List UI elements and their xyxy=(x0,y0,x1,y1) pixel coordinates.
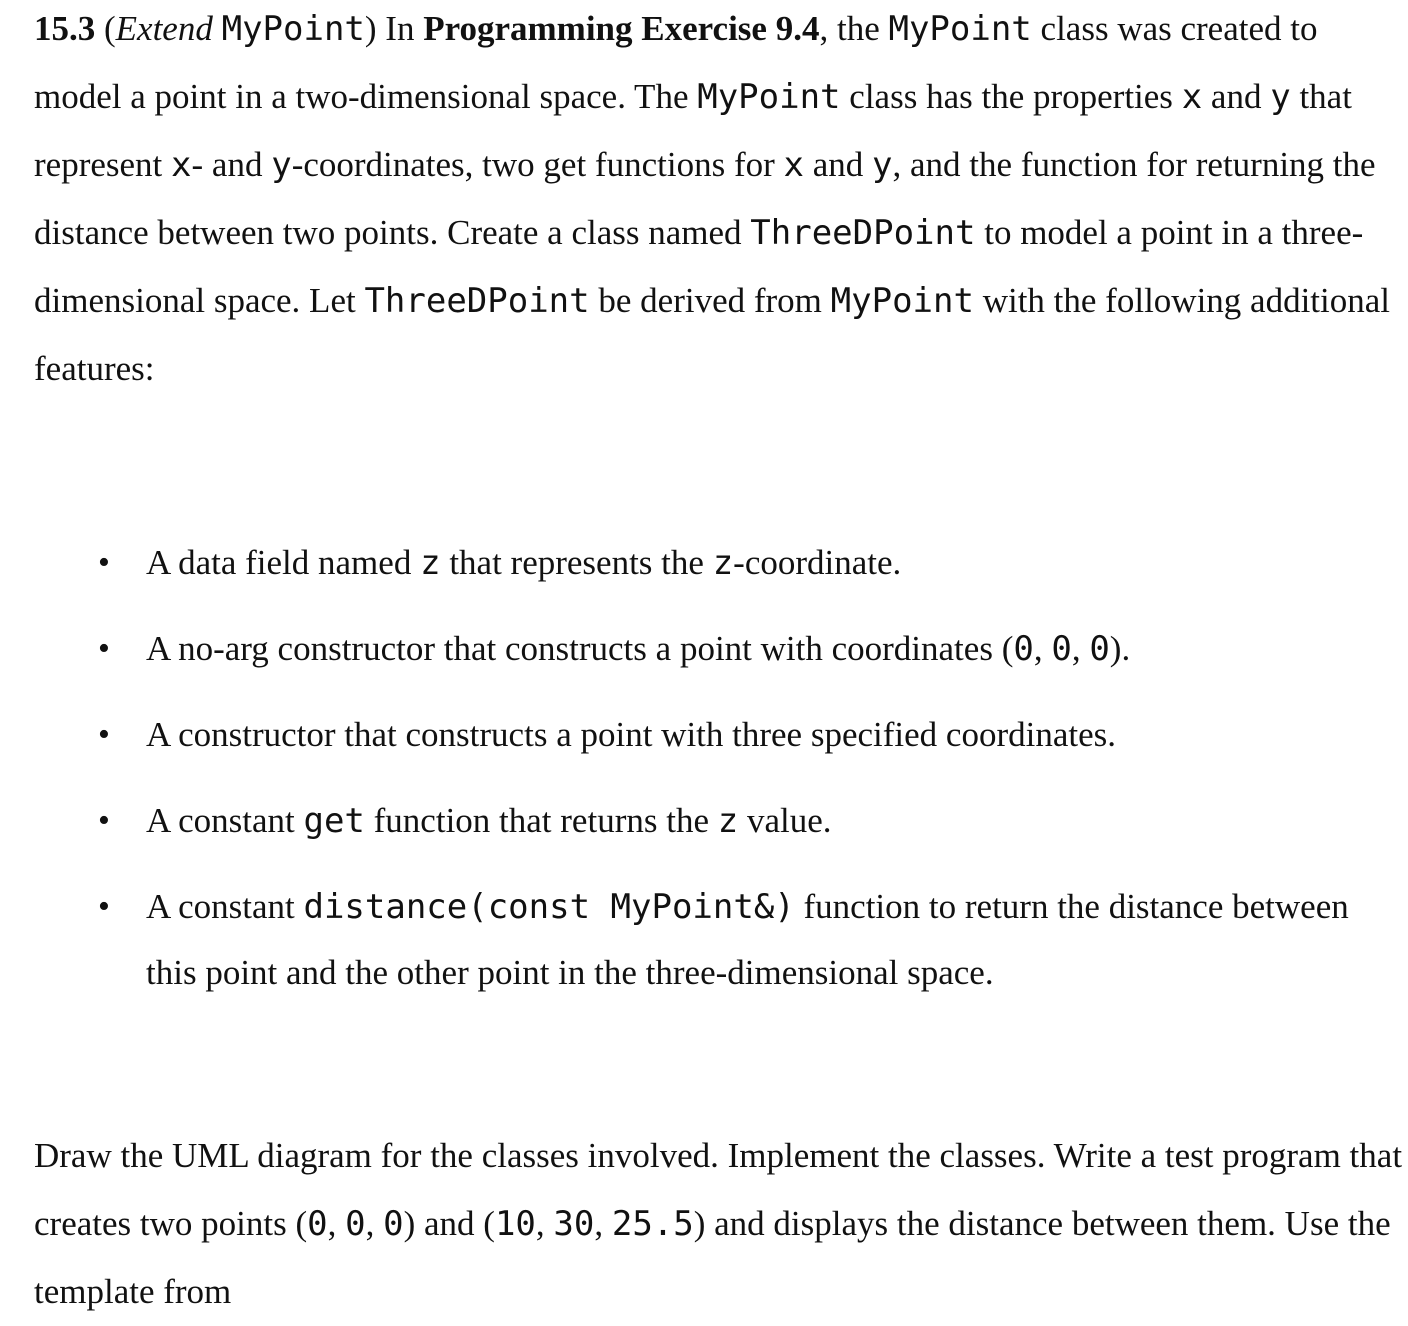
feature-text: A data field named xyxy=(146,543,421,582)
separator-text: , xyxy=(1033,629,1052,668)
intro-text-6: that represent xyxy=(34,77,1352,184)
code-y: y xyxy=(872,145,893,185)
intro-text-1: In xyxy=(376,9,424,48)
exercise-title-mypoint: MyPoint xyxy=(221,9,365,49)
feature-text: A constant xyxy=(146,887,304,926)
feature-item-get-z xyxy=(34,788,1394,854)
intro-text-9: and xyxy=(803,145,873,184)
document-body xyxy=(34,0,1403,1311)
separator-text: , xyxy=(1071,629,1090,668)
code-z: z xyxy=(420,543,441,583)
separator-text: , xyxy=(327,1204,346,1243)
code-mypoint: MyPoint xyxy=(888,9,1032,49)
feature-text: A no-arg constructor that constructs a point with coordinates ( xyxy=(146,629,1014,668)
instructions-text: Draw the UML diagram for the classes involved. Implement the classes. Write a test program that creates two points ( xyxy=(34,1136,1403,1243)
code-mypoint: MyPoint xyxy=(830,281,974,321)
separator-text: , xyxy=(594,1204,612,1243)
code-coordinate: 25.5 xyxy=(611,1204,694,1244)
code-z: z xyxy=(712,543,734,583)
intro-text-10: , and the function for returning the distance between two points. Create a class named xyxy=(34,145,1376,252)
separator-text: , xyxy=(365,1204,384,1243)
feature-item-z-field xyxy=(34,530,1394,596)
code-y: y xyxy=(271,145,292,185)
code-x: x xyxy=(171,145,192,185)
instructions-text: ) and displays the distance between them. Use the template from xyxy=(34,1204,1391,1311)
intro-text-13: with the following additional features: xyxy=(34,281,1391,388)
code-coordinate: 0 xyxy=(1013,629,1034,669)
intro-text-8: -coordinates, two get functions for xyxy=(291,145,784,184)
code-z: z xyxy=(717,801,739,841)
separator-text: , xyxy=(535,1204,554,1243)
exercise-number: 15.3 xyxy=(34,9,96,48)
bullet-icon: • xyxy=(98,802,110,839)
feature-text: -coordinate. xyxy=(733,543,902,582)
exercise-instructions-paragraph xyxy=(34,1122,1404,1326)
feature-text: ). xyxy=(1109,629,1131,668)
feature-text: function to return the distance between this point and the other point in the three-dimensional space. xyxy=(146,887,1349,992)
feature-text: function that returns the xyxy=(364,801,718,840)
code-coordinate: 0 xyxy=(383,1204,404,1244)
bullet-icon: • xyxy=(98,544,110,581)
feature-list xyxy=(34,530,1394,1026)
title-open-paren: ( xyxy=(104,9,116,48)
intro-text-2: , the xyxy=(819,9,889,48)
intro-text-11: to model a point in a three-dimensional space. Let xyxy=(34,213,1364,320)
feature-text: A constructor that constructs a point with three specified coordinates. xyxy=(146,715,1117,754)
code-mypoint: MyPoint xyxy=(697,77,841,117)
code-distance-signature: distance(const MyPoint&) xyxy=(303,887,795,927)
intro-text-5: and xyxy=(1202,77,1271,116)
exercise-intro-paragraph xyxy=(34,0,1394,403)
code-coordinate: 10 xyxy=(494,1204,536,1244)
exercise-reference: Programming Exercise 9.4 xyxy=(423,9,820,48)
intro-text-3: class was created to model a point in a two-dimensional space. The xyxy=(34,9,1318,116)
code-coordinate: 0 xyxy=(307,1204,328,1244)
instructions-text: ) and ( xyxy=(403,1204,495,1243)
feature-text: that represents the xyxy=(440,543,713,582)
code-threedpoint: ThreeDPoint xyxy=(750,213,976,253)
code-coordinate: 0 xyxy=(345,1204,366,1244)
code-coordinate: 30 xyxy=(553,1204,595,1244)
title-close-paren: ) xyxy=(364,9,377,48)
feature-item-distance-function xyxy=(34,874,1394,1006)
code-x: x xyxy=(783,145,804,185)
code-x: x xyxy=(1181,77,1203,117)
code-coordinate: 0 xyxy=(1051,629,1072,669)
feature-item-no-arg-constructor xyxy=(34,616,1394,682)
feature-text: value. xyxy=(738,801,832,840)
intro-text-7: - and xyxy=(191,145,272,184)
bullet-icon: • xyxy=(98,888,110,925)
code-y: y xyxy=(1270,77,1291,117)
exercise-title-extend: Extend xyxy=(115,9,213,48)
bullet-icon: • xyxy=(98,630,110,667)
code-coordinate: 0 xyxy=(1089,629,1110,669)
code-get: get xyxy=(303,801,365,841)
feature-text: A constant xyxy=(146,801,304,840)
intro-text-4: class has the properties xyxy=(840,77,1182,116)
bullet-icon: • xyxy=(98,716,110,753)
code-threedpoint: ThreeDPoint xyxy=(364,281,590,321)
intro-text-12: be derived from xyxy=(589,281,831,320)
feature-item-three-arg-constructor xyxy=(34,702,1394,768)
